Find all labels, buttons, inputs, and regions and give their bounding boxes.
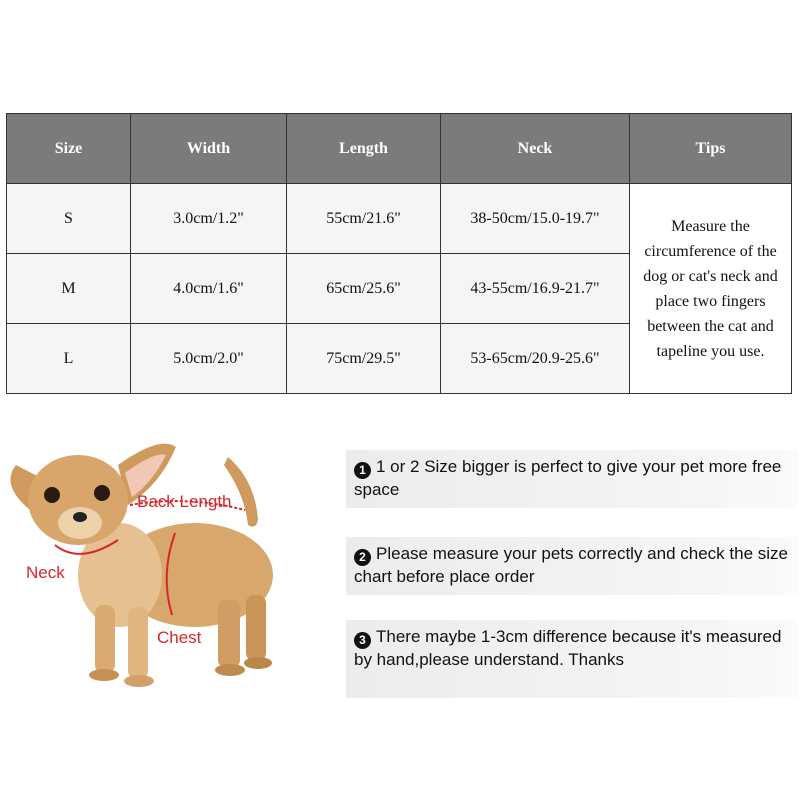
header-neck: Neck: [441, 114, 630, 184]
size-chart-table: [6, 113, 792, 394]
note-text: 1 or 2 Size bigger is perfect to give your pet more free space: [354, 457, 782, 499]
dog-eye-right: [94, 485, 110, 501]
note-difference: [346, 620, 798, 698]
note-text: There maybe 1-3cm difference because it's measured by hand,please understand. Thanks: [354, 627, 782, 669]
back-length-label: Back Length: [137, 492, 232, 511]
dog-muzzle: [58, 507, 102, 539]
cell-length: 65cm/25.6": [287, 254, 441, 324]
dog-leg-front-left: [95, 605, 115, 673]
cell-neck: 53-65cm/20.9-25.6": [441, 324, 630, 394]
dog-leg-back-left: [218, 600, 240, 668]
neck-label: Neck: [26, 563, 65, 582]
note-size-advice: [346, 450, 798, 508]
number-two-icon: 2: [354, 549, 371, 566]
header-width: Width: [131, 114, 287, 184]
tips-cell: Measure the circumference of the dog or cat's neck and place two fingers between the cat and tapeline you use.: [630, 184, 792, 394]
dog-paw: [215, 664, 245, 676]
chihuahua-illustration: [0, 425, 330, 725]
cell-size: M: [7, 254, 131, 324]
table-row: [7, 184, 792, 254]
cell-size: L: [7, 324, 131, 394]
note-text: Please measure your pets correctly and check the size chart before place order: [354, 544, 788, 586]
cell-width: 4.0cm/1.6": [131, 254, 287, 324]
cell-length: 55cm/21.6": [287, 184, 441, 254]
chest-label: Chest: [157, 628, 202, 647]
header-tips: Tips: [630, 114, 792, 184]
cell-neck: 38-50cm/15.0-19.7": [441, 184, 630, 254]
header-length: Length: [287, 114, 441, 184]
cell-size: S: [7, 184, 131, 254]
cell-length: 75cm/29.5": [287, 324, 441, 394]
dog-nose: [73, 512, 87, 522]
dog-eye-left: [44, 487, 60, 503]
dog-leg-front-right: [128, 607, 148, 679]
cell-neck: 43-55cm/16.9-21.7": [441, 254, 630, 324]
cell-width: 3.0cm/1.2": [131, 184, 287, 254]
note-measure-correctly: [346, 537, 798, 595]
number-one-icon: 1: [354, 462, 371, 479]
dog-paw: [244, 657, 272, 669]
dog-leg-back-right: [246, 595, 266, 661]
dog-measurement-diagram: [0, 425, 330, 725]
cell-width: 5.0cm/2.0": [131, 324, 287, 394]
dog-paw: [89, 669, 119, 681]
dog-paw: [124, 675, 154, 687]
number-three-icon: 3: [354, 632, 371, 649]
table-header-row: [7, 114, 792, 184]
header-size: Size: [7, 114, 131, 184]
